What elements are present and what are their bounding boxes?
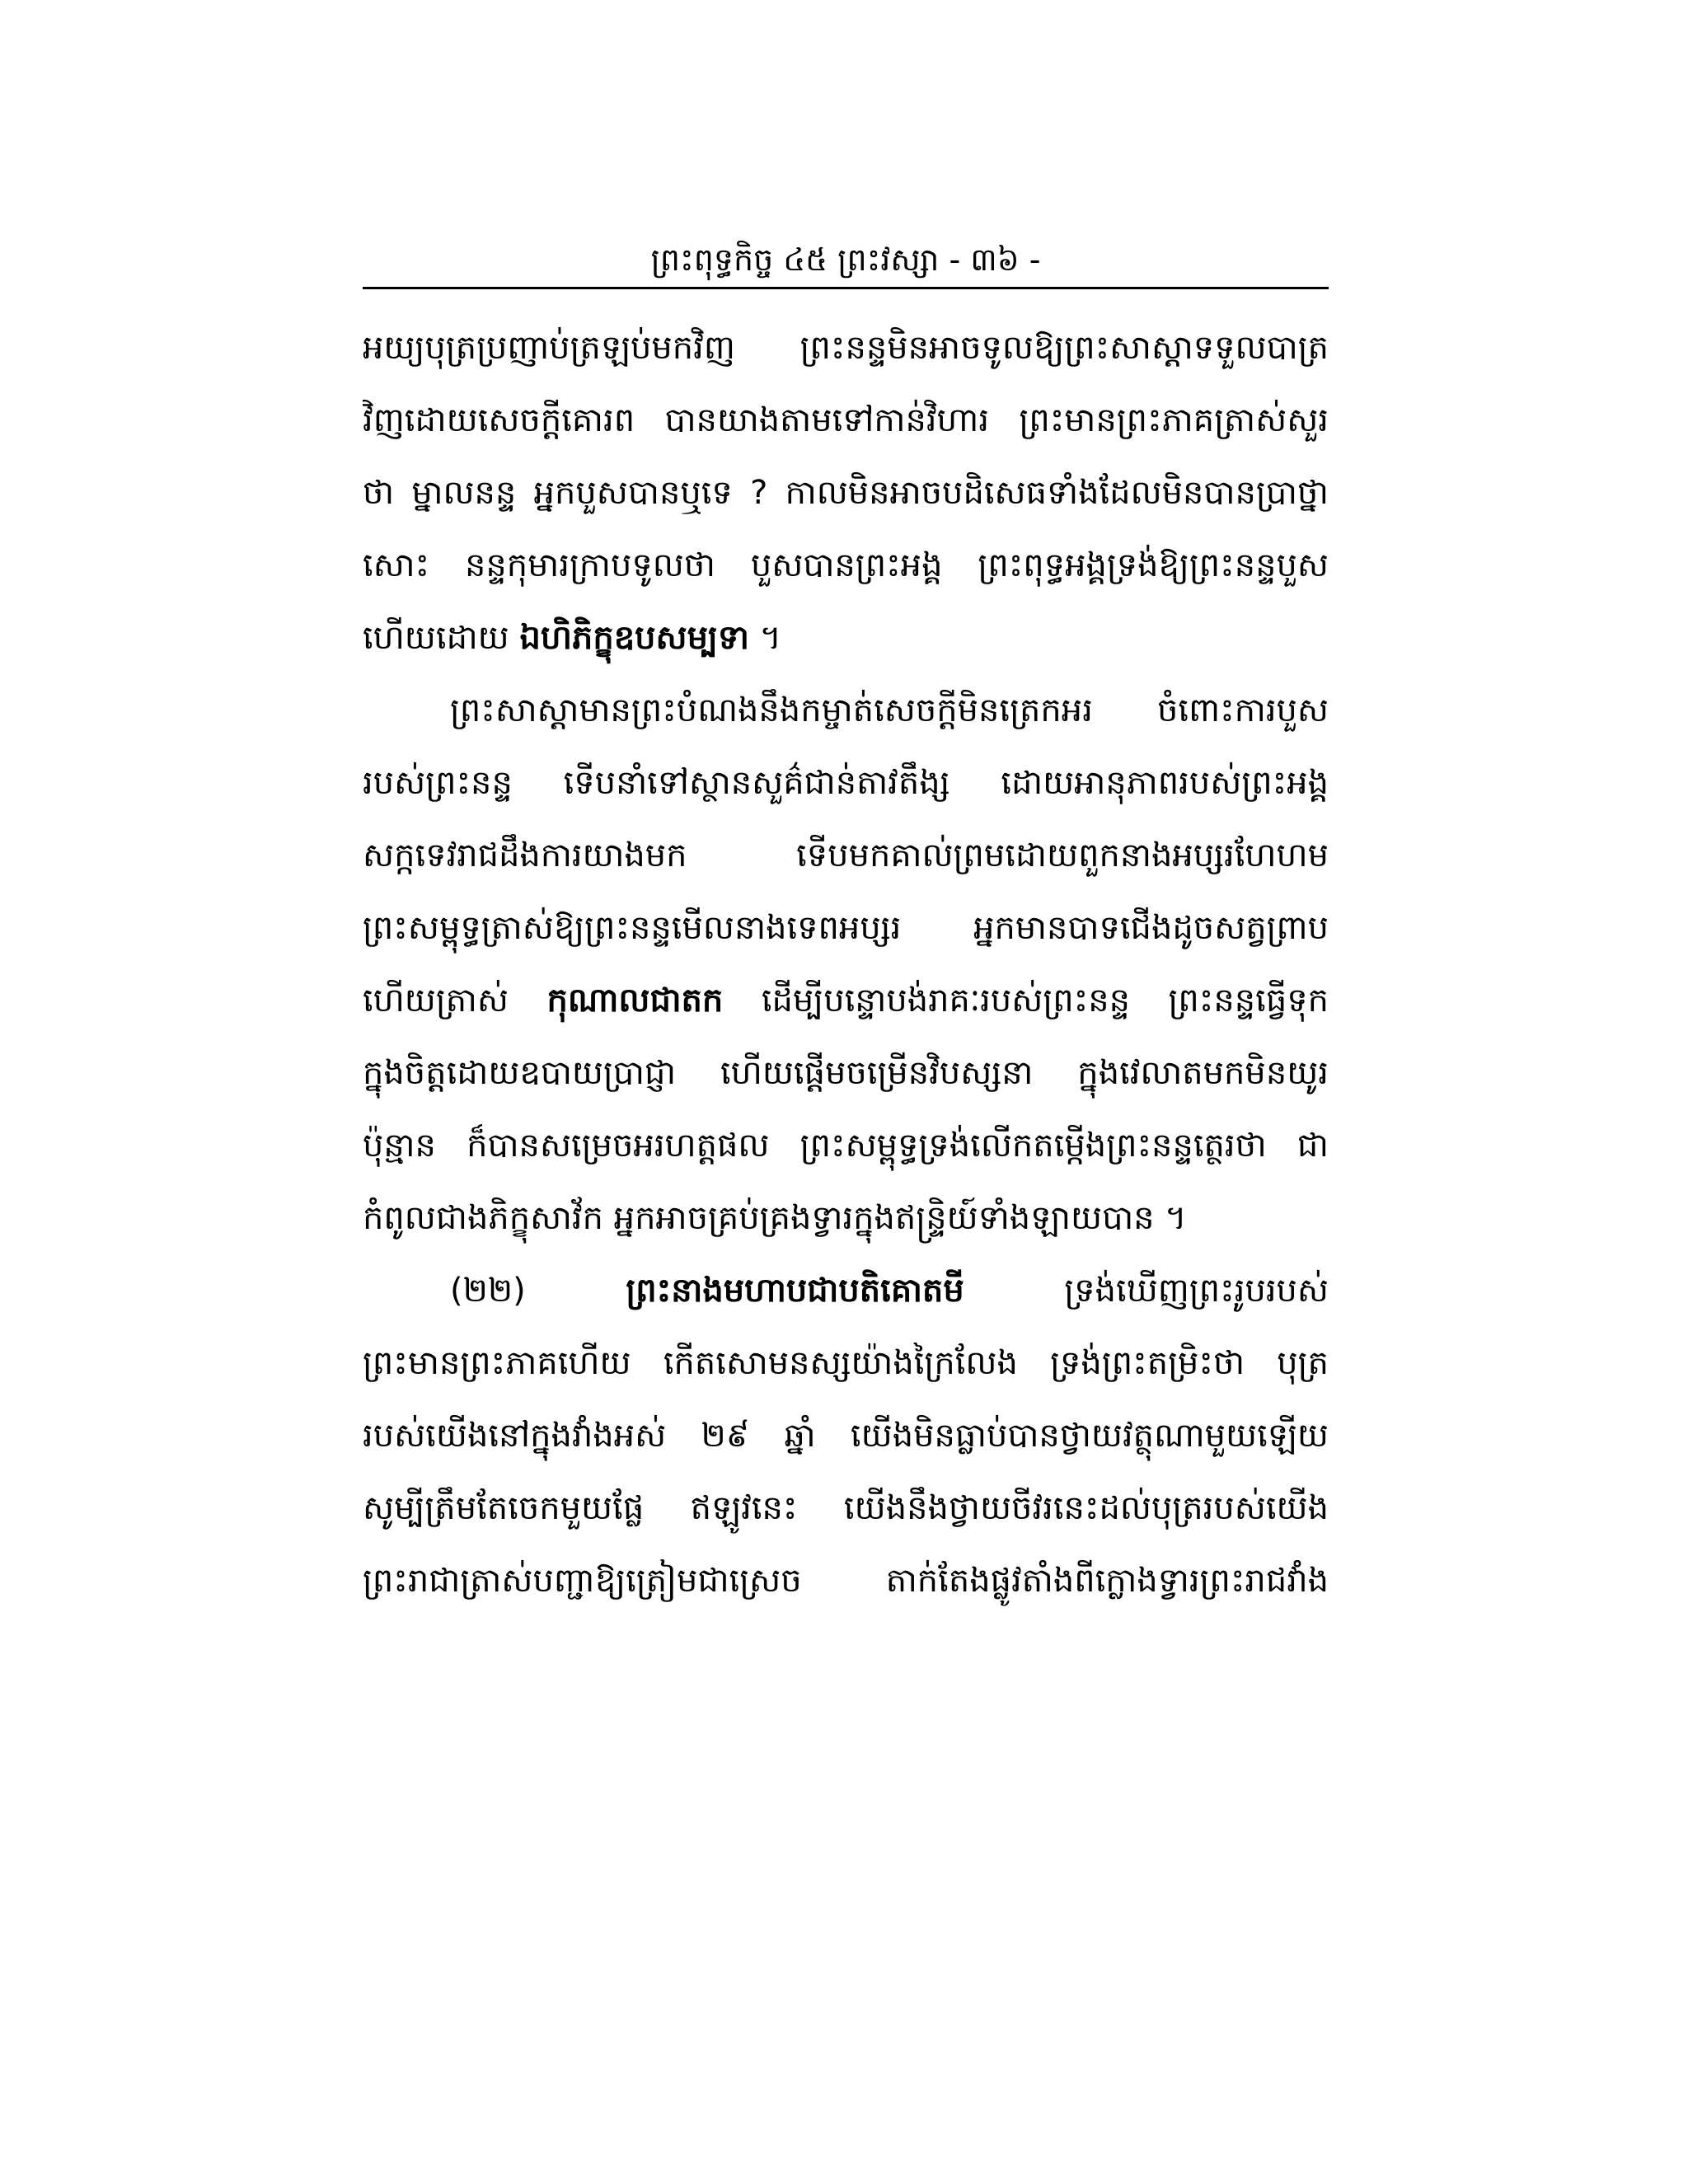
text-line: សក្កទេវរាជដឹងការយាងមក ទើបមកគាល់ព្រមដោយពួកនាងអប្សរហែហម xyxy=(363,837,1329,874)
section-number: (២២) xyxy=(450,1272,526,1310)
text-segment: ទ្រង់ឃើញព្រះរូបរបស់ xyxy=(964,1272,1329,1310)
text-line: របស់យើងនៅក្នុងវាំងអស់ ២៩ ឆ្នាំ យើងមិនធ្លាប់បានថ្វាយវត្ថុណាមួយឡើយ xyxy=(363,1417,1329,1455)
running-title: ព្រះពុទ្ធកិច្ច ៤៥ ព្រះវស្សា - ៣៦ - xyxy=(650,241,1041,278)
text-segment: ដើម្បីបន្ទោបង់រាគៈរបស់ព្រះនន្ទ ព្រះនន្ទធ្វើទុក xyxy=(723,982,1329,1019)
text-line: អយ្យបុត្រប្រញាប់ត្រឡប់មកវិញ ព្រះនន្ទមិនអាចទូលឱ្យព្រះសាស្តាទទួលបាត្រ xyxy=(363,329,1329,367)
paragraph-3 xyxy=(363,1254,1329,1617)
text-line: កំពូលជាងភិក្ខុសាវ័ក អ្នកអាចគ្រប់គ្រងទ្វារក្នុងឥន្ទ្រិយ៍ទាំងឡាយបាន ។ xyxy=(363,1199,1187,1237)
text-segment: ។ xyxy=(748,619,782,657)
text-segment: ហើយដោយ xyxy=(363,619,520,657)
paragraph-2 xyxy=(363,674,1329,1254)
text-line: ព្រះសម្ពុទ្ធត្រាស់ឱ្យព្រះនន្ទមើលនាងទេពអប្សរ អ្នកមានបាទជើងដូចសត្វព្រាប xyxy=(363,909,1329,947)
running-header xyxy=(363,232,1329,287)
bold-term: ឯហិភិក្ខុឧបសម្បទា xyxy=(519,619,749,657)
text-line: ព្រះមានព្រះភាគហើយ កើតសោមនស្សយ៉ាងក្រៃលែង ទ្រង់ព្រះតម្រិះថា បុត្រ xyxy=(363,1344,1329,1382)
paragraph-1 xyxy=(363,312,1329,674)
text-line: សូម្បីត្រឹមតែចេកមួយផ្លែ ឥឡូវនេះ យើងនឹងថ្វាយចីវរនេះដល់បុត្ររបស់យើង xyxy=(363,1489,1329,1527)
section-heading: ព្រះនាងមហាបជាបតិគោតមី xyxy=(626,1272,964,1310)
text-line xyxy=(363,1254,1329,1327)
text-line: វិញដោយសេចក្តីគោរព បានយាងតាមទៅកាន់វិហារ ព្រះមានព្រះភាគត្រាស់សួរ xyxy=(363,401,1329,439)
text-segment: ហើយត្រាស់ xyxy=(363,982,547,1019)
text-line: ថា ម្នាលនន្ទ អ្នកបួសបានឬទេ ? កាលមិនអាចបដិសេធទាំងដែលមិនបានប្រាថ្នា xyxy=(363,474,1329,512)
bold-term: កុណាលជាតក xyxy=(546,982,724,1019)
body-text xyxy=(363,312,1329,1617)
header-divider xyxy=(363,287,1329,289)
text-line xyxy=(363,964,1329,1037)
text-line: ព្រះរាជាត្រាស់បញ្ជាឱ្យត្រៀមជាស្រេច តាក់តែងផ្លូវតាំងពីក្លោងទ្វារព្រះរាជវាំង xyxy=(363,1562,1329,1600)
text-line: ក្នុងចិត្តដោយឧបាយប្រាជ្ញា ហើយផ្តើមចម្រើនវិបស្សនា ក្នុងវេលាតមកមិនយូរ xyxy=(363,1054,1329,1092)
text-line xyxy=(363,602,1329,674)
text-line: ព្រះសាស្តាមានព្រះបំណងនឹងកម្ចាត់សេចក្តីមិនត្រេកអរ ចំពោះការបួស xyxy=(450,691,1329,729)
text-line: ប៉ុន្មាន ក៏បានសម្រេចអរហត្តផល ព្រះសម្ពុទ្ធទ្រង់លើកតម្កើងព្រះនន្ទត្ថេរថា ជា xyxy=(363,1127,1329,1165)
text-line: របស់ព្រះនន្ទ ទើបនាំទៅស្ថានសួគ៌ជាន់តាវតឹង្ស ដោយអានុភាពរបស់ព្រះអង្គ xyxy=(363,764,1329,802)
text-line: សោះ នន្ទកុមារក្រាបទូលថា បួសបានព្រះអង្គ ព្រះពុទ្ធអង្គទ្រង់ឱ្យព្រះនន្ទបួស xyxy=(363,546,1329,584)
